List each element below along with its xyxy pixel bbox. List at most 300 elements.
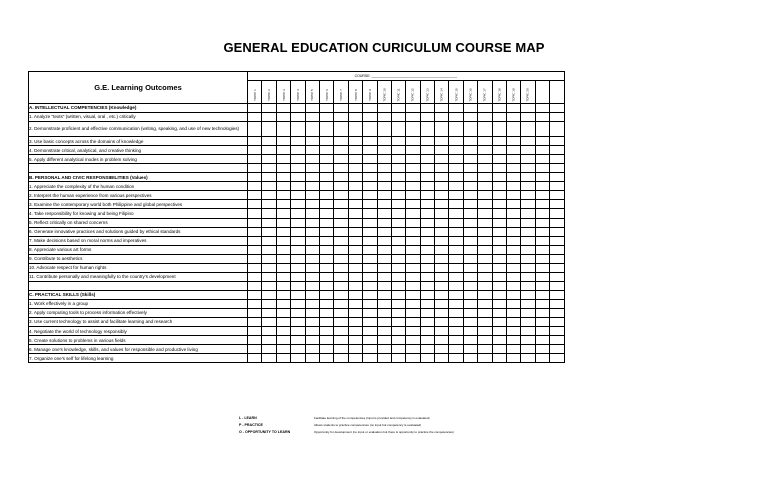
mapping-cell[interactable] (334, 209, 348, 218)
mapping-cell[interactable] (363, 182, 377, 191)
mapping-cell[interactable] (391, 191, 405, 200)
mapping-cell[interactable] (478, 155, 492, 164)
mapping-cell[interactable] (305, 318, 319, 327)
mapping-cell[interactable] (463, 122, 477, 137)
mapping-cell[interactable] (406, 245, 420, 254)
mapping-cell[interactable] (276, 281, 290, 290)
mapping-cell[interactable] (406, 137, 420, 146)
mapping-cell[interactable] (319, 104, 333, 113)
mapping-cell[interactable] (291, 299, 305, 308)
mapping-cell[interactable] (262, 308, 276, 317)
mapping-cell[interactable] (305, 146, 319, 155)
mapping-cell[interactable] (348, 104, 362, 113)
mapping-cell[interactable] (406, 327, 420, 336)
mapping-cell[interactable] (406, 182, 420, 191)
mapping-cell[interactable] (449, 137, 463, 146)
mapping-cell[interactable] (535, 263, 549, 272)
mapping-cell[interactable] (363, 245, 377, 254)
mapping-cell[interactable] (521, 245, 535, 254)
mapping-cell[interactable] (550, 299, 565, 308)
mapping-cell[interactable] (391, 281, 405, 290)
mapping-cell[interactable] (492, 254, 506, 263)
mapping-cell[interactable] (492, 272, 506, 281)
mapping-cell[interactable] (248, 182, 262, 191)
mapping-cell[interactable] (420, 272, 434, 281)
mapping-cell[interactable] (377, 299, 391, 308)
mapping-cell[interactable] (449, 345, 463, 354)
mapping-cell[interactable] (262, 218, 276, 227)
mapping-cell[interactable] (463, 272, 477, 281)
mapping-cell[interactable] (535, 155, 549, 164)
mapping-cell[interactable] (550, 263, 565, 272)
mapping-cell[interactable] (535, 113, 549, 122)
mapping-cell[interactable] (435, 336, 449, 345)
mapping-cell[interactable] (521, 200, 535, 209)
mapping-cell[interactable] (363, 263, 377, 272)
mapping-cell[interactable] (305, 191, 319, 200)
mapping-cell[interactable] (449, 218, 463, 227)
mapping-cell[interactable] (319, 254, 333, 263)
mapping-cell[interactable] (248, 336, 262, 345)
mapping-cell[interactable] (435, 146, 449, 155)
mapping-cell[interactable] (406, 164, 420, 173)
mapping-cell[interactable] (521, 336, 535, 345)
mapping-cell[interactable] (535, 254, 549, 263)
mapping-cell[interactable] (550, 104, 565, 113)
mapping-cell[interactable] (435, 245, 449, 254)
mapping-cell[interactable] (348, 209, 362, 218)
mapping-cell[interactable] (478, 104, 492, 113)
mapping-cell[interactable] (391, 345, 405, 354)
mapping-cell[interactable] (507, 104, 521, 113)
mapping-cell[interactable] (521, 218, 535, 227)
mapping-cell[interactable] (248, 254, 262, 263)
mapping-cell[interactable] (535, 209, 549, 218)
mapping-cell[interactable] (550, 254, 565, 263)
mapping-cell[interactable] (478, 327, 492, 336)
mapping-cell[interactable] (478, 236, 492, 245)
mapping-cell[interactable] (463, 308, 477, 317)
mapping-cell[interactable] (521, 272, 535, 281)
mapping-cell[interactable] (248, 354, 262, 363)
mapping-cell[interactable] (449, 354, 463, 363)
mapping-cell[interactable] (478, 354, 492, 363)
mapping-cell[interactable] (406, 122, 420, 137)
mapping-cell[interactable] (449, 155, 463, 164)
mapping-cell[interactable] (363, 209, 377, 218)
mapping-cell[interactable] (391, 336, 405, 345)
mapping-cell[interactable] (291, 218, 305, 227)
mapping-cell[interactable] (449, 236, 463, 245)
mapping-cell[interactable] (550, 354, 565, 363)
mapping-cell[interactable] (305, 263, 319, 272)
mapping-cell[interactable] (550, 336, 565, 345)
mapping-cell[interactable] (348, 345, 362, 354)
mapping-cell[interactable] (492, 318, 506, 327)
mapping-cell[interactable] (507, 254, 521, 263)
mapping-cell[interactable] (463, 318, 477, 327)
mapping-cell[interactable] (377, 272, 391, 281)
mapping-cell[interactable] (377, 318, 391, 327)
mapping-cell[interactable] (449, 281, 463, 290)
mapping-cell[interactable] (363, 299, 377, 308)
mapping-cell[interactable] (348, 146, 362, 155)
mapping-cell[interactable] (305, 227, 319, 236)
mapping-cell[interactable] (377, 336, 391, 345)
mapping-cell[interactable] (363, 336, 377, 345)
mapping-cell[interactable] (420, 209, 434, 218)
mapping-cell[interactable] (449, 327, 463, 336)
mapping-cell[interactable] (319, 281, 333, 290)
mapping-cell[interactable] (262, 227, 276, 236)
mapping-cell[interactable] (478, 245, 492, 254)
mapping-cell[interactable] (348, 299, 362, 308)
mapping-cell[interactable] (478, 209, 492, 218)
mapping-cell[interactable] (507, 236, 521, 245)
mapping-cell[interactable] (363, 173, 377, 182)
mapping-cell[interactable] (435, 182, 449, 191)
mapping-cell[interactable] (535, 327, 549, 336)
mapping-cell[interactable] (377, 209, 391, 218)
mapping-cell[interactable] (363, 272, 377, 281)
mapping-cell[interactable] (535, 182, 549, 191)
mapping-cell[interactable] (377, 164, 391, 173)
mapping-cell[interactable] (276, 336, 290, 345)
mapping-cell[interactable] (521, 318, 535, 327)
mapping-cell[interactable] (319, 299, 333, 308)
mapping-cell[interactable] (248, 137, 262, 146)
mapping-cell[interactable] (535, 345, 549, 354)
mapping-cell[interactable] (348, 191, 362, 200)
mapping-cell[interactable] (248, 146, 262, 155)
mapping-cell[interactable] (492, 137, 506, 146)
mapping-cell[interactable] (449, 182, 463, 191)
mapping-cell[interactable] (535, 200, 549, 209)
mapping-cell[interactable] (478, 146, 492, 155)
mapping-cell[interactable] (334, 290, 348, 299)
mapping-cell[interactable] (276, 327, 290, 336)
mapping-cell[interactable] (420, 182, 434, 191)
mapping-cell[interactable] (291, 281, 305, 290)
mapping-cell[interactable] (334, 182, 348, 191)
mapping-cell[interactable] (348, 336, 362, 345)
mapping-cell[interactable] (535, 290, 549, 299)
mapping-cell[interactable] (492, 182, 506, 191)
mapping-cell[interactable] (521, 209, 535, 218)
mapping-cell[interactable] (550, 182, 565, 191)
mapping-cell[interactable] (550, 318, 565, 327)
mapping-cell[interactable] (348, 164, 362, 173)
mapping-cell[interactable] (406, 254, 420, 263)
mapping-cell[interactable] (248, 272, 262, 281)
mapping-cell[interactable] (521, 263, 535, 272)
mapping-cell[interactable] (435, 173, 449, 182)
mapping-cell[interactable] (435, 354, 449, 363)
mapping-cell[interactable] (406, 263, 420, 272)
mapping-cell[interactable] (507, 245, 521, 254)
mapping-cell[interactable] (291, 336, 305, 345)
mapping-cell[interactable] (334, 345, 348, 354)
mapping-cell[interactable] (507, 281, 521, 290)
mapping-cell[interactable] (291, 254, 305, 263)
mapping-cell[interactable] (463, 218, 477, 227)
mapping-cell[interactable] (334, 318, 348, 327)
mapping-cell[interactable] (420, 191, 434, 200)
mapping-cell[interactable] (435, 155, 449, 164)
mapping-cell[interactable] (478, 200, 492, 209)
mapping-cell[interactable] (319, 263, 333, 272)
mapping-cell[interactable] (363, 345, 377, 354)
mapping-cell[interactable] (420, 354, 434, 363)
mapping-cell[interactable] (348, 200, 362, 209)
mapping-cell[interactable] (391, 146, 405, 155)
mapping-cell[interactable] (535, 191, 549, 200)
mapping-cell[interactable] (363, 137, 377, 146)
mapping-cell[interactable] (348, 272, 362, 281)
mapping-cell[interactable] (507, 200, 521, 209)
mapping-cell[interactable] (391, 218, 405, 227)
mapping-cell[interactable] (478, 308, 492, 317)
mapping-cell[interactable] (391, 308, 405, 317)
mapping-cell[interactable] (391, 318, 405, 327)
mapping-cell[interactable] (463, 281, 477, 290)
mapping-cell[interactable] (435, 218, 449, 227)
mapping-cell[interactable] (449, 245, 463, 254)
mapping-cell[interactable] (420, 173, 434, 182)
mapping-cell[interactable] (492, 104, 506, 113)
mapping-cell[interactable] (276, 209, 290, 218)
mapping-cell[interactable] (449, 263, 463, 272)
mapping-cell[interactable] (492, 290, 506, 299)
mapping-cell[interactable] (262, 146, 276, 155)
mapping-cell[interactable] (363, 354, 377, 363)
mapping-cell[interactable] (449, 113, 463, 122)
mapping-cell[interactable] (377, 308, 391, 317)
mapping-cell[interactable] (478, 290, 492, 299)
mapping-cell[interactable] (334, 281, 348, 290)
mapping-cell[interactable] (319, 308, 333, 317)
mapping-cell[interactable] (463, 137, 477, 146)
mapping-cell[interactable] (406, 308, 420, 317)
mapping-cell[interactable] (348, 290, 362, 299)
mapping-cell[interactable] (291, 263, 305, 272)
mapping-cell[interactable] (492, 173, 506, 182)
mapping-cell[interactable] (305, 104, 319, 113)
mapping-cell[interactable] (435, 345, 449, 354)
mapping-cell[interactable] (334, 327, 348, 336)
mapping-cell[interactable] (463, 354, 477, 363)
mapping-cell[interactable] (248, 227, 262, 236)
mapping-cell[interactable] (334, 173, 348, 182)
mapping-cell[interactable] (478, 281, 492, 290)
mapping-cell[interactable] (463, 299, 477, 308)
mapping-cell[interactable] (291, 146, 305, 155)
mapping-cell[interactable] (276, 218, 290, 227)
mapping-cell[interactable] (248, 104, 262, 113)
mapping-cell[interactable] (507, 146, 521, 155)
mapping-cell[interactable] (291, 122, 305, 137)
mapping-cell[interactable] (305, 122, 319, 137)
mapping-cell[interactable] (377, 218, 391, 227)
mapping-cell[interactable] (478, 182, 492, 191)
mapping-cell[interactable] (348, 155, 362, 164)
mapping-cell[interactable] (377, 122, 391, 137)
mapping-cell[interactable] (291, 236, 305, 245)
mapping-cell[interactable] (406, 104, 420, 113)
mapping-cell[interactable] (420, 146, 434, 155)
mapping-cell[interactable] (449, 290, 463, 299)
mapping-cell[interactable] (507, 182, 521, 191)
mapping-cell[interactable] (463, 113, 477, 122)
mapping-cell[interactable] (305, 236, 319, 245)
mapping-cell[interactable] (420, 227, 434, 236)
mapping-cell[interactable] (276, 155, 290, 164)
mapping-cell[interactable] (262, 272, 276, 281)
mapping-cell[interactable] (550, 209, 565, 218)
mapping-cell[interactable] (377, 236, 391, 245)
mapping-cell[interactable] (276, 122, 290, 137)
mapping-cell[interactable] (449, 191, 463, 200)
mapping-cell[interactable] (377, 263, 391, 272)
mapping-cell[interactable] (305, 113, 319, 122)
mapping-cell[interactable] (377, 290, 391, 299)
mapping-cell[interactable] (492, 164, 506, 173)
mapping-cell[interactable] (535, 227, 549, 236)
mapping-cell[interactable] (550, 146, 565, 155)
mapping-cell[interactable] (319, 318, 333, 327)
mapping-cell[interactable] (507, 327, 521, 336)
mapping-cell[interactable] (449, 122, 463, 137)
mapping-cell[interactable] (276, 104, 290, 113)
mapping-cell[interactable] (521, 236, 535, 245)
mapping-cell[interactable] (291, 227, 305, 236)
mapping-cell[interactable] (391, 137, 405, 146)
mapping-cell[interactable] (521, 345, 535, 354)
mapping-cell[interactable] (449, 318, 463, 327)
mapping-cell[interactable] (492, 227, 506, 236)
mapping-cell[interactable] (319, 137, 333, 146)
mapping-cell[interactable] (377, 191, 391, 200)
mapping-cell[interactable] (420, 281, 434, 290)
mapping-cell[interactable] (550, 236, 565, 245)
mapping-cell[interactable] (420, 299, 434, 308)
mapping-cell[interactable] (492, 113, 506, 122)
mapping-cell[interactable] (449, 104, 463, 113)
mapping-cell[interactable] (334, 227, 348, 236)
mapping-cell[interactable] (478, 218, 492, 227)
mapping-cell[interactable] (391, 173, 405, 182)
mapping-cell[interactable] (406, 113, 420, 122)
mapping-cell[interactable] (507, 354, 521, 363)
mapping-cell[interactable] (435, 200, 449, 209)
mapping-cell[interactable] (507, 155, 521, 164)
mapping-cell[interactable] (262, 104, 276, 113)
mapping-cell[interactable] (449, 308, 463, 317)
mapping-cell[interactable] (276, 236, 290, 245)
mapping-cell[interactable] (435, 299, 449, 308)
mapping-cell[interactable] (463, 104, 477, 113)
mapping-cell[interactable] (262, 290, 276, 299)
mapping-cell[interactable] (463, 164, 477, 173)
mapping-cell[interactable] (334, 336, 348, 345)
mapping-cell[interactable] (420, 327, 434, 336)
mapping-cell[interactable] (406, 299, 420, 308)
mapping-cell[interactable] (334, 263, 348, 272)
mapping-cell[interactable] (348, 227, 362, 236)
mapping-cell[interactable] (291, 245, 305, 254)
mapping-cell[interactable] (492, 281, 506, 290)
mapping-cell[interactable] (334, 164, 348, 173)
mapping-cell[interactable] (248, 209, 262, 218)
mapping-cell[interactable] (319, 218, 333, 227)
mapping-cell[interactable] (334, 236, 348, 245)
mapping-cell[interactable] (535, 164, 549, 173)
mapping-cell[interactable] (248, 281, 262, 290)
mapping-cell[interactable] (319, 345, 333, 354)
mapping-cell[interactable] (478, 345, 492, 354)
mapping-cell[interactable] (334, 308, 348, 317)
mapping-cell[interactable] (435, 227, 449, 236)
mapping-cell[interactable] (377, 200, 391, 209)
mapping-cell[interactable] (521, 281, 535, 290)
mapping-cell[interactable] (276, 113, 290, 122)
mapping-cell[interactable] (463, 173, 477, 182)
mapping-cell[interactable] (521, 327, 535, 336)
mapping-cell[interactable] (435, 263, 449, 272)
mapping-cell[interactable] (435, 209, 449, 218)
mapping-cell[interactable] (521, 104, 535, 113)
mapping-cell[interactable] (550, 272, 565, 281)
mapping-cell[interactable] (291, 113, 305, 122)
mapping-cell[interactable] (521, 113, 535, 122)
mapping-cell[interactable] (535, 272, 549, 281)
mapping-cell[interactable] (507, 218, 521, 227)
mapping-cell[interactable] (363, 104, 377, 113)
mapping-cell[interactable] (248, 218, 262, 227)
mapping-cell[interactable] (435, 281, 449, 290)
mapping-cell[interactable] (521, 122, 535, 137)
mapping-cell[interactable] (492, 263, 506, 272)
mapping-cell[interactable] (248, 200, 262, 209)
mapping-cell[interactable] (291, 345, 305, 354)
mapping-cell[interactable] (348, 137, 362, 146)
mapping-cell[interactable] (507, 113, 521, 122)
mapping-cell[interactable] (435, 318, 449, 327)
mapping-cell[interactable] (348, 245, 362, 254)
mapping-cell[interactable] (391, 113, 405, 122)
mapping-cell[interactable] (248, 236, 262, 245)
mapping-cell[interactable] (334, 146, 348, 155)
mapping-cell[interactable] (507, 122, 521, 137)
mapping-cell[interactable] (334, 104, 348, 113)
mapping-cell[interactable] (391, 327, 405, 336)
mapping-cell[interactable] (334, 218, 348, 227)
mapping-cell[interactable] (435, 104, 449, 113)
mapping-cell[interactable] (521, 137, 535, 146)
mapping-cell[interactable] (391, 254, 405, 263)
mapping-cell[interactable] (377, 354, 391, 363)
mapping-cell[interactable] (406, 155, 420, 164)
mapping-cell[interactable] (262, 155, 276, 164)
mapping-cell[interactable] (319, 173, 333, 182)
mapping-cell[interactable] (420, 345, 434, 354)
mapping-cell[interactable] (435, 327, 449, 336)
mapping-cell[interactable] (276, 345, 290, 354)
mapping-cell[interactable] (248, 122, 262, 137)
mapping-cell[interactable] (449, 200, 463, 209)
mapping-cell[interactable] (435, 308, 449, 317)
mapping-cell[interactable] (319, 290, 333, 299)
